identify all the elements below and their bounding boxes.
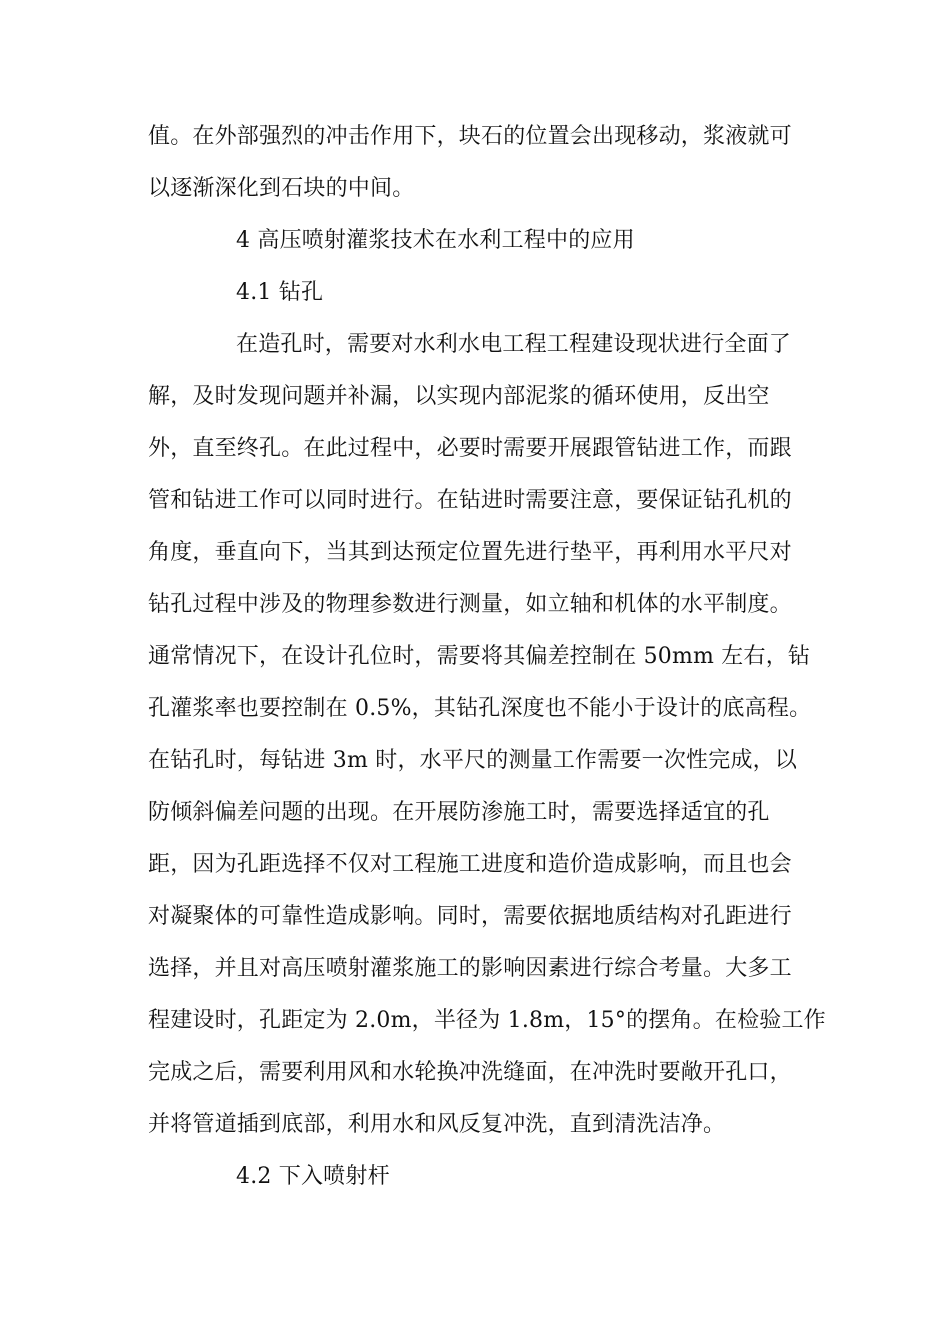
paragraph-line: 外，直至终孔。在此过程中，必要时需要开展跟管钻进工作，而跟 (148, 436, 792, 461)
paragraph-line: 并将管道插到底部，利用水和风反复冲洗，直到清洗洁净。 (148, 1112, 726, 1137)
paragraph-line: 钻孔过程中涉及的物理参数进行测量，如立轴和机体的水平制度。 (148, 592, 792, 617)
paragraph-line: 管和钻进工作可以同时进行。在钻进时需要注意，要保证钻孔机的 (148, 488, 792, 513)
paragraph-line: 选择，并且对高压喷射灌浆施工的影响因素进行综合考量。大多工 (148, 956, 792, 981)
section-heading: 4 高压喷射灌浆技术在水利工程中的应用 (236, 228, 635, 253)
paragraph-line: 完成之后，需要利用风和水轮换冲洗缝面，在冲洗时要敞开孔口， (148, 1060, 792, 1085)
paragraph-line: 防倾斜偏差问题的出现。在开展防渗施工时，需要选择适宜的孔 (148, 800, 770, 825)
paragraph-line: 对凝聚体的可靠性造成影响。同时，需要依据地质结构对孔距进行 (148, 904, 792, 929)
paragraph-line: 通常情况下，在设计孔位时，需要将其偏差控制在 50mm 左右，钻 (148, 644, 811, 669)
paragraph-line: 距，因为孔距选择不仅对工程施工进度和造价造成影响，而且也会 (148, 852, 792, 877)
paragraph-line: 解，及时发现问题并补漏，以实现内部泥浆的循环使用，反出空 (148, 384, 770, 409)
paragraph-line: 程建设时，孔距定为 2.0m，半径为 1.8m，15°的摆角。在检验工作 (148, 1008, 826, 1033)
paragraph-line: 以逐渐深化到石块的中间。 (148, 176, 415, 201)
subsection-heading: 4.1 钻孔 (236, 280, 324, 305)
paragraph-line: 在钻孔时，每钻进 3m 时，水平尺的测量工作需要一次性完成，以 (148, 748, 798, 773)
paragraph-line: 孔灌浆率也要控制在 0.5%，其钻孔深度也不能小于设计的底高程。 (148, 696, 812, 721)
paragraph-line: 值。在外部强烈的冲击作用下，块石的位置会出现移动，浆液就可 (148, 124, 792, 149)
paragraph-line: 在造孔时，需要对水利水电工程工程建设现状进行全面了 (236, 332, 792, 357)
subsection-heading: 4.2 下入喷射杆 (236, 1164, 390, 1189)
paragraph-line: 角度，垂直向下，当其到达预定位置先进行垫平，再利用水平尺对 (148, 540, 792, 565)
